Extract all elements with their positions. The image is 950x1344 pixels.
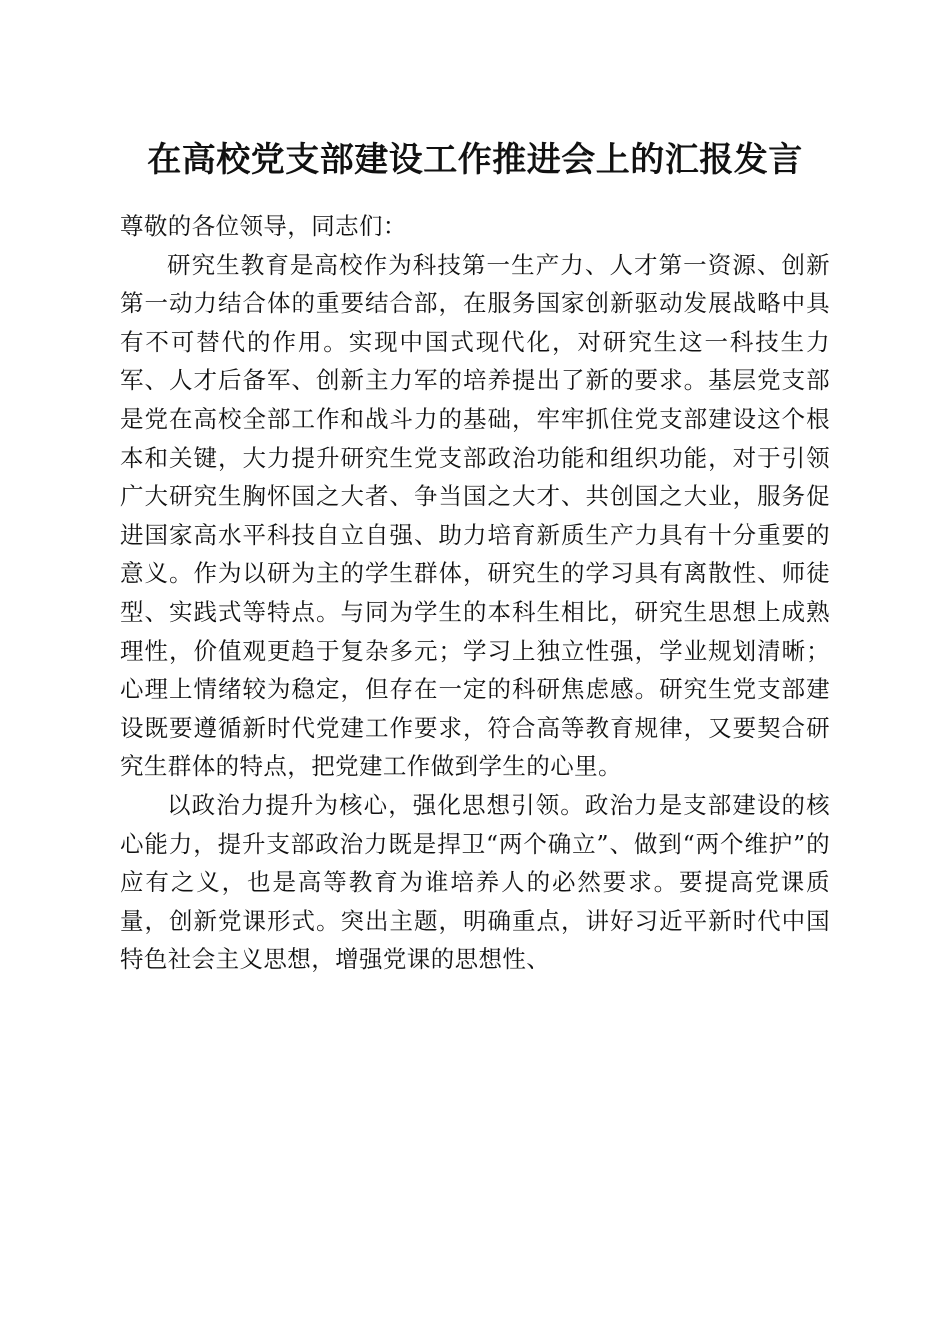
document-title: 在高校党支部建设工作推进会上的汇报发言 bbox=[147, 140, 803, 180]
paragraph-intro: 研究生教育是高校作为科技第一生产力、人才第一资源、创新第一动力结合体的重要结合部，在服务国家创新驱动发展战略中具有不可替代的作用。实现中国式现代化，对研究生这一科技生力军、人才后备军、创新主力军的培养提出了新的要求。基层党支部是党在高校全部工作和战斗力的基础，牢牢抓住党支部建设这个根本和关键，大力提升研究生党支部政治功能和组织功能，对于引领广大研究生胸怀国之大者、争当国之大才、共创国之大业，服务促进国家高水平科技自立自强、助力培育新质生产力具有十分重要的意义。作为以研为主的学生群体，研究生的学习具有离散性、师徒型、实践式等特点。与同为学生的本科生相比，研究生思想上成熟理性，价值观更趋于复杂多元；学习上独立性强，学业规划清晰；心理上情绪较为稳定，但存在一定的科研焦虑感。研究生党支部建设既要遵循新时代党建工作要求，符合高等教育规律，又要契合研究生群体的特点，把党建工作做到学生的心里。 bbox=[120, 250, 830, 781]
paragraph-political: 以政治力提升为核心，强化思想引领。政治力是支部建设的核心能力，提升支部政治力既是捍卫“两个确立”、做到“两个维护”的应有之义，也是高等教育为谁培养人的必然要求。要提高党课质量，创新党课形式。突出主题，明确重点，讲好习近平新时代中国特色社会主义思想，增强党课的思想性、 bbox=[120, 790, 830, 974]
document-body bbox=[120, 207, 830, 979]
salutation: 尊敬的各位领导，同志们： bbox=[120, 212, 407, 240]
